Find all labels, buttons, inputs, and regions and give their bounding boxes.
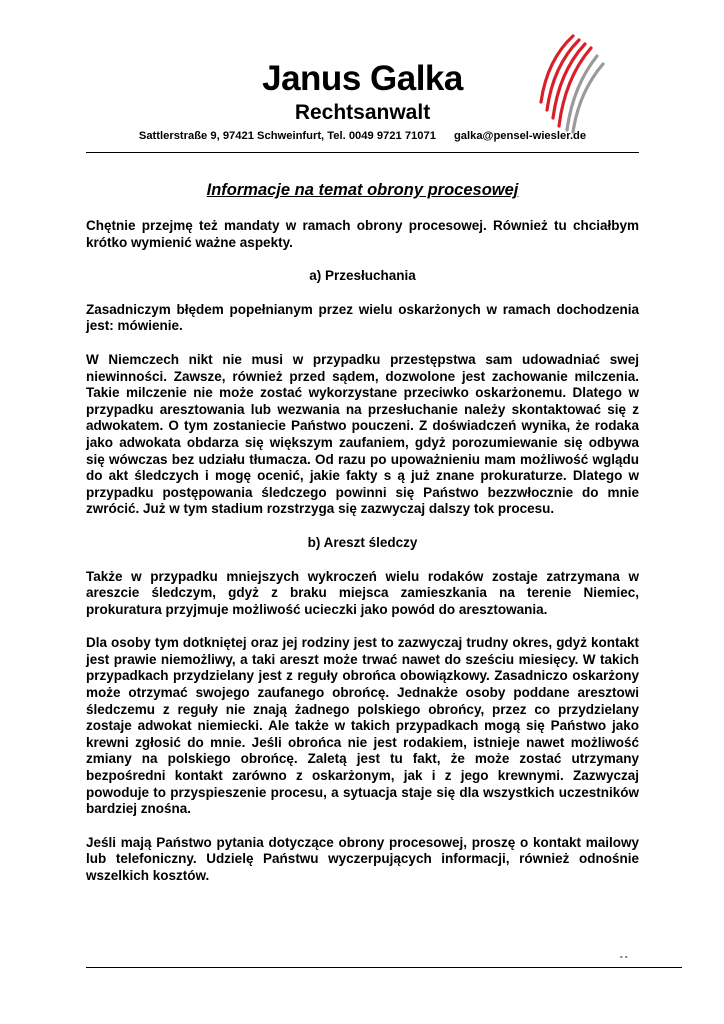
- paragraph-main-mistake: Zasadniczym błędem popełnianym przez wielu oskarżonych w ramach dochodzenia jest: mówienie.: [86, 301, 639, 334]
- letterhead: [86, 58, 639, 143]
- email-address: galka@pensel-wiesler.de: [453, 130, 587, 142]
- paragraph-intro: Chętnie przejmę też mandaty w ramach obrony procesowej. Również tu chciałbym krótko wymienić ważne aspekty.: [86, 218, 639, 250]
- paragraph-detention-reasons: Także w przypadku mniejszych wykroczeń wielu rodaków zostaje zatrzymana w areszcie śledczym, gdyż z braku miejsca zamieszkania na terenie Niemiec, prokuratura przyjmuje możliwość ucieczki jako powód do aresztowania.: [86, 568, 639, 617]
- paragraph-defender: Dla osoby tym dotkniętej oraz jej rodziny jest to zazwyczaj trudny okres, gdyż kontakt jest prawie niemożliwy, a taki areszt może trwać nawet do sześciu miesięcy. W takich przypadkach przydzielany jest z reguły obrońca obowiązkowy. Zasadniczo oskarżony może otrzymać swojego zaufanego obrońcę. Jednakże osoby poddane aresztowi śledczemu z reguły nie znają żadnego polskiego obrońcy, przez co przydzielany zostaje adwokat niemiecki. Ale także w takich przypadkach mogą się Państwo jako krewni zgłosić do mnie. Jeśli obrońca nie jest rodakiem, istnieje nawet możliwość zmiany na polskiego obrońcę. Zaletą jest tu fakt, że może zostać utrzymany bezpośredni kontakt zarówno z oskarżonym, jak i z jego krewnymi. Zazwyczaj powoduje to przyspieszenie procesu, a sytuacja staje się dla wszystkich uczestników bardziej znośna.: [86, 635, 639, 817]
- postal-address: Sattlerstraße 9, 97421 Schweinfurt, Tel. 0049 9721 71071: [138, 130, 436, 142]
- paragraph-right-to-silence: W Niemczech nikt nie musi w przypadku przestępstwa sam udowadniać swej niewinności. Zawsze, również przed sądem, dozwolone jest zachowanie milczenia. Takie milczenie nie może zostać wykorzystane przeciwko oskarżonemu. Dlatego w przypadku aresztowania lub wezwania na przesłuchanie należy skontaktować się z adwokatem. O tym zostaniecie Państwo pouczeni. Z doświadczeń wynika, że rodaka jako adwokata obdarza się większym zaufaniem, gdyż porozumiewanie się odbywa się wówczas bez udziału tłumacza. Od razu po upoważnieniu mam możliwość wglądu do akt śledczych i mogę ocenić, jakie fakty s ą już znane prokuraturze. Dlatego w przypadku postępowania śledczego powinni się Państwo bezzwłocznie do mnie zwrócić. Już w tym stadium rozstrzyga się zazwyczaj dalszy tok procesu.: [86, 351, 639, 517]
- section-heading-interrogations: a) Przesłuchania: [309, 268, 416, 284]
- contact-line: [86, 129, 639, 143]
- section-heading-detention: b) Areszt śledczy: [307, 534, 418, 550]
- lawyer-name: Janus Galka: [262, 59, 463, 98]
- footer-divider: [86, 967, 682, 968]
- paragraph-contact: Jeśli mają Państwo pytania dotyczące obrony procesowej, proszę o kontakt mailowy lub telefoniczny. Udzielę Państwu wyczerpujących informacji, również odnośnie wszelkich kosztów.: [86, 834, 639, 883]
- lawyer-title: Rechtsanwalt: [294, 101, 431, 124]
- document-body: [86, 218, 639, 902]
- header-divider: [86, 152, 639, 153]
- page-marker: - -: [620, 952, 628, 961]
- document-title: Informacje na temat obrony procesowej: [206, 181, 519, 199]
